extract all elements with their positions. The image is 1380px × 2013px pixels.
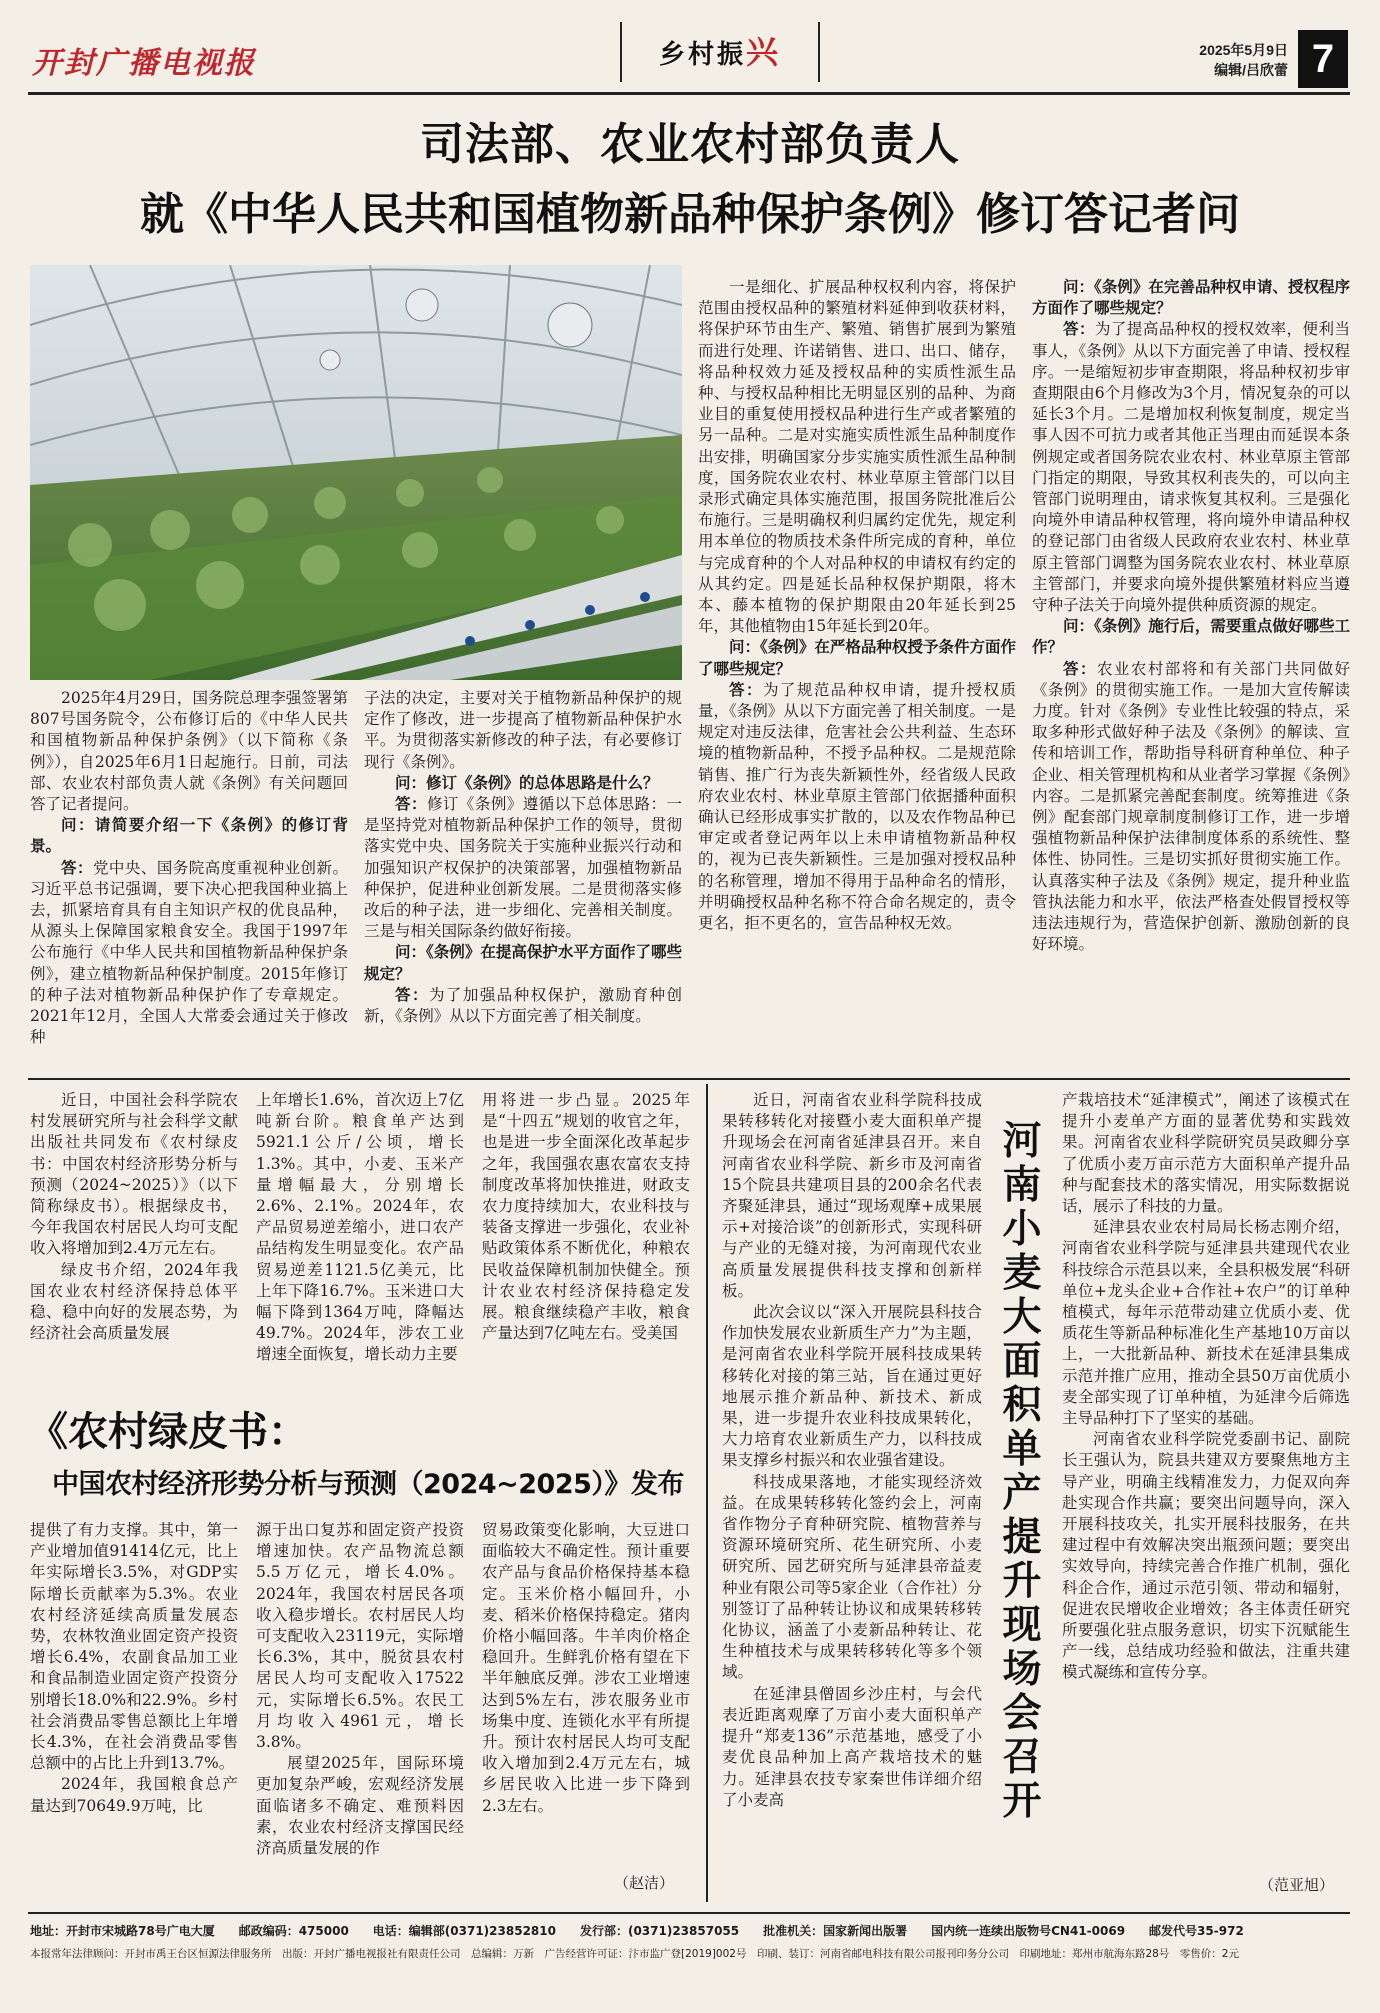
article2-top-column-2 <box>256 1090 464 1392</box>
header-rule <box>28 92 1350 95</box>
article1-divider <box>28 1078 1350 1080</box>
body-paragraph: 延津县农业农村局局长杨志刚介绍，河南省农业科学院与延津县共建现代农业科技综合示范县以来，全县积极发展“科研单位+龙头企业+合作社+农户”的订单种植模式，每年示范带动建立优质小麦、优质花生等新品种标准化生产基地10万亩以上，一大批新品种、新技术在延津县集成示范并推广应用，推动全县50万亩优质小麦全部实现了订单种植，为延津今后筛选主导品种打下了坚实的基础。 <box>1062 1218 1350 1428</box>
body-paragraph: 一是细化、扩展品种权权利内容，将保护范围由授权品种的繁殖材料延伸到收获材料，将保护环节由生产、繁殖、销售扩展到为繁殖而进行处理、许诺销售、进口、出口、储存，将品种权效力延及授权品种的实质性派生品种、与授权品种相比无明显区别的品种、为商业目的重复使用授权品种进行生产或者繁殖的另一品种。二是对实施实质性派生品种制度作出安排，明确国家分步实施实质性派生品种制度，国务院农业农村、林业草原主管部门以目录形式确定具体实施范围，报国务院批准后公布施行。三是明确权利归属约定优先，规定利用本单位的物质技术条件所完成的育种，单位与完成育种的个人对品种权的申请权有约定的从其约定。四是延长品种权保护期限，将木本、藤本植物的保护期限由20年延长到25年，其他植物由15年延长到20年。 <box>698 278 1016 636</box>
answer-paragraph: 答：农业农村部将和有关部门共同做好《条例》的贯彻实施工作。一是加大宣传解读力度。针对《条例》专业性比较强的特点，采取多种形式做好种子法及《条例》的解读、宣传和培训工作，帮助指导科研育种单位、种子企业、相关管理机构和从业者学习掌握《条例》内容。二是抓紧完善配套制度。统筹推进《条例》配套部门规章制度制修订工作，进一步增强植物新品种保护法律制度体系的系统性、整体性、协同性。三是切实抓好贯彻实施工作。认真落实种子法及《条例》规定，提升种业监管执法能力和水平，依法严格查处假冒授权等违法违规行为，营造保护创新、激励创新的良好环境。 <box>1032 659 1350 954</box>
answer-paragraph: 答：为了加强品种权保护，激励育种创新，《条例》从以下方面完善了相关制度。 <box>364 985 682 1026</box>
body-paragraph: 贸易政策变化影响，大豆进口面临较大不确定性。预计重要农产品与食品价格保持基本稳定。玉米价格小幅回升，小麦、稻米价格保持稳定。猪肉价格小幅回落。牛羊肉价格企稳回升。生鲜乳价格有望在下半年触底反弹。涉农工业增速达到5%左右，涉农服务业市场集中度、连锁化水平有所提升。预计农村居民人均可支配收入增加到2.4万元左右，城乡居民收入比进一步下降到2.3左右。 <box>482 1521 690 1815</box>
question-paragraph: 问：《条例》在提高保护水平方面作了哪些规定？ <box>364 943 682 983</box>
body-paragraph: 上年增长1.6%，首次迈上7亿吨新台阶。粮食单产达到5921.1公斤/公顷，增长1.3%。其中，小麦、玉米产量增幅最大，分别增长2.6%、2.1%。2024年，农产品贸易逆差缩小，进口农产品结构发生明显变化。农产品贸易逆差1121.5亿美元，比上年下降16.7%。玉米进口大幅下降到1364万吨，降幅达49.7%。2024年，涉农工业增速全面恢复，增长动力主要 <box>256 1091 464 1364</box>
article2-bottom-column-2 <box>256 1520 464 1895</box>
issue-date: 2025年5月9日 <box>1199 42 1288 58</box>
footer-rule <box>28 1912 1350 1914</box>
page-number: 7 <box>1298 30 1348 88</box>
title-character: 小 <box>1002 1207 1042 1252</box>
page-editor: 编辑/吕欣蕾 <box>1214 62 1288 78</box>
body-paragraph: 子法的决定，主要对关于植物新品种保护的规定作了修改，进一步提高了植物新品种保护水平。为贯彻落实新修改的种子法，有必要修订现行《条例》。 <box>364 689 682 771</box>
body-paragraph: 提供了有力支撑。其中，第一产业增加值91414亿元，比上年实际增长3.5%，对GDP实际增长贡献率为5.3%。农业农村经济延续高质量发展态势，农林牧渔业固定资产投资增长6.4%，农副食品加工业和食品制造业固定资产投资分别增长18.0%和22.9%。乡村社会消费品零售总额比上年增长4.3%，在社会消费品零售总额中的占比上升到13.7%。 <box>30 1521 238 1773</box>
body-paragraph: 产栽培技术“延津模式”，阐述了该模式在提升小麦单产方面的显著优势和实践效果。河南省农业科学院研究员吴政卿分享了优质小麦万亩示范方大面积单产提升品种与配套技术的落实情况，用实际数据说话，展示了科技的力量。 <box>1062 1091 1350 1216</box>
article1-column-1 <box>30 688 348 1068</box>
section-title: 乡村振兴 <box>658 33 782 71</box>
title-character: 升 <box>1002 1559 1042 1604</box>
body-paragraph: 源于出口复苏和固定资产投资增速加快。农产品物流总额5.5万亿元，增长4.0%。2024年，我国农村居民各项收入稳步增长。农村居民人均可支配收入23119元，实际增长6.3%，其中，脱贫县农村居民人均可支配收入17522元，实际增长6.5%。农民工月均收入4961元，增长3.8%。 <box>256 1521 464 1752</box>
title-character: 召 <box>1002 1735 1042 1780</box>
article3-byline: （范亚旭） <box>1258 1876 1334 1894</box>
title-character: 开 <box>1002 1779 1042 1824</box>
body-paragraph: 绿皮书介绍，2024年我国农业农村经济保持总体平稳、稳中向好的发展态势，为经济社会高质量发展 <box>30 1260 238 1343</box>
vertical-divider <box>706 1084 708 1902</box>
article1-column-4 <box>1032 277 1350 1069</box>
title-character: 会 <box>1002 1691 1042 1736</box>
body-paragraph: 2025年4月29日，国务院总理李强签署第807号国务院令，公布修订后的《中华人民共和国植物新品种保护条例》（以下简称《条例》），自2025年6月1日起施行。日前，司法部、农业农村部负责人就《条例》有关问题回答了记者提问。 <box>30 689 348 814</box>
article3-title-vertical <box>992 1120 1052 1840</box>
body-paragraph: 科技成果落地，才能实现经济效益。在成果转移转化签约会上，河南省作物分子育种研究院、植物营养与资源环境研究所、花生研究所、小麦研究所、园艺研究所与延津县帝益麦种业有限公司等5家企业（合作社）分别签订了品种转让协议和成果转移转化协议，涵盖了小麦新品种转让、花生种植技术与成果转移转化等多个领域。 <box>722 1472 982 1682</box>
question-paragraph: 问：修订《条例》的总体思路是什么？ <box>395 773 659 792</box>
body-paragraph: 用将进一步凸显。2025年是“十四五”规划的收官之年，也是进一步全面深化改革起步之年，我国强农惠农富农支持制度改革将加快推进，财政支农力度持续加大，农业科技与装备支撑进一步强化，农业补贴政策体系不断优化，种粮农民收益保障机制加快健全。预计农业农村经济保持稳定发展。粮食继续稳产丰收，粮食产量达到7亿吨左右。受美国 <box>482 1091 690 1343</box>
body-paragraph: 2024年，我国粮食总产量达到70649.9万吨，比 <box>30 1775 238 1815</box>
footer-line-2: 本报常年法律顾问：开封市禹王台区恒源法律服务所 出版：开封广播电视报社有限责任公司 总编辑：万新 广告经营许可证：汴市监广登[2019]002号 印刷、装订：河南省邮电科技有限公司报刊印务分公司 印刷地址：郑州市航海东路28号 零售价：2元 <box>30 1948 1239 1960</box>
title-character: 提 <box>1002 1515 1042 1560</box>
article3-column-2 <box>1062 1090 1350 1872</box>
title-character: 南 <box>1002 1163 1042 1208</box>
article2-title-line2: 中国农村经济形势分析与预测（2024~2025）》发布 <box>52 1469 684 1500</box>
section-banner <box>620 22 820 82</box>
answer-paragraph: 答：为了规范品种权申请，提升授权质量，《条例》从以下方面完善了相关制度。一是规定对违反法律，危害社会公共利益、生态环境的植物新品种，不授予品种权。二是规范除销售、推广行为丧失新颖性外，经省级人民政府农业农村、林业草原主管部门依据播种面积确认已经形成事实扩散的，以及农作物品种已审定或者登记两年以上未申请植物新品种权的，视为已丧失新颖性。三是加强对授权品种的名称管理，增加不得用于品种命名的情形，并明确授权品种名称不符合命名规定的，责令更名，拒不更名的，宣告品种权无效。 <box>698 680 1016 933</box>
body-paragraph: 在延津县僧固乡沙庄村，与会代表近距离观摩了万亩小麦大面积单产提升“郑麦136”示范基地，感受了小麦优良品种加上高产栽培技术的魅力。延津县农技专家秦世伟详细介绍了小麦高 <box>722 1684 982 1809</box>
body-paragraph: 河南省农业科学院党委副书记、副院长王强认为，院县共建双方要聚焦地方主导产业，明确主线精准发力，力促双向奔赴实现合作共赢；要突出问题导向，深入开展科技攻关，扎实开展科技服务，在共建过程中有效解决突出瓶颈问题；要突出实效导向，持续完善合作推广机制，强化科企合作，通过示范引领、带动和辐射，促进农民增收企业增效；各主体责任研究所要强化驻点服务意识，切实下沉赋能生产一线，总结成功经验和做法，注重共建模式凝练和宣传分享。 <box>1062 1430 1350 1682</box>
title-character: 河 <box>1002 1119 1042 1164</box>
greenhouse-photo <box>30 265 682 680</box>
article2-bottom-column-3 <box>482 1520 690 1870</box>
body-paragraph: 近日，河南省农业科学院科技成果转移转化对接暨小麦大面积单产提升现场会在河南省延津县召开。来自河南省农业科学院、新乡市及河南省15个院县共建项目县的200余名代表齐聚延津县，通过“现场观摩+成果展示+对接洽谈”的创新形式，实现科研与产业的无缝对接，为河南现代农业高质量发展提供科技支撑和创新样板。 <box>722 1091 982 1300</box>
title-character: 单 <box>1002 1427 1042 1472</box>
body-paragraph: 展望2025年，国际环境更加复杂严峻，宏观经济发展面临诸多不确定、难预料因素，农业农村经济支撑国民经济高质量发展的作 <box>256 1754 464 1858</box>
article2-title-line1: 《农村绿皮书： <box>28 1408 308 1455</box>
footer-line-1: 地址：开封市宋城路78号广电大厦 邮政编码：475000 电话：编辑部(0371)23852810 发行部：(0371)23857055 批准机关：国家新闻出版署 国内统一连续出版物号CN41-0069 邮发代号35-972 <box>30 1924 1244 1938</box>
article3-column-1 <box>722 1090 982 1898</box>
question-paragraph: 问：《条例》在完善品种权申请、授权程序方面作了哪些规定？ <box>1032 278 1350 318</box>
title-character: 现 <box>1002 1603 1042 1648</box>
title-character: 麦 <box>1002 1251 1042 1296</box>
article2-top-column-3 <box>482 1090 690 1392</box>
section-title-accent: 兴 <box>746 33 782 71</box>
article1-title-line1: 司法部、农业农村部负责人 <box>420 119 960 170</box>
article2-top-column-1 <box>30 1090 238 1392</box>
article1-title-line2: 就《中华人民共和国植物新品种保护条例》修订答记者问 <box>140 189 1240 240</box>
article1-column-2 <box>364 688 682 1068</box>
article2-byline: （赵洁） <box>613 1874 674 1892</box>
article1-column-3 <box>698 277 1016 1069</box>
title-character: 场 <box>1002 1647 1042 1692</box>
title-character: 面 <box>1002 1339 1042 1384</box>
article2-bottom-column-1 <box>30 1520 238 1895</box>
answer-paragraph: 答：修订《条例》遵循以下总体思路：一是坚持党对植物新品种保护工作的领导，贯彻落实党中央、国务院关于实施种业振兴行动和加强知识产权保护的决策部署，加强植物新品种保护，促进种业创新发展。二是贯彻落实修改后的种子法，进一步细化、完善相关制度。三是与相关国际条约做好衔接。 <box>364 795 682 941</box>
masthead-logo: 开封广播电视报 <box>32 46 256 81</box>
answer-paragraph: 答：党中央、国务院高度重视种业创新。习近平总书记强调，要下决心把我国种业搞上去，抓紧培育具有自主知识产权的优良品种，从源头上保障国家粮食安全。我国于1997年公布施行《中华人民共和国植物新品种保护条例》，建立植物新品种保护制度。2015年修订的种子法对植物新品种保护作了专章规定。2021年12月，全国人大常委会通过关于修改种 <box>30 858 348 1047</box>
title-character: 产 <box>1002 1471 1042 1516</box>
answer-paragraph: 答：为了提高品种权的授权效率，便利当事人，《条例》从以下方面完善了申请、授权程序。一是缩短初步审查期限，将品种权初步审查期限由6个月修改为3个月，情况复杂的可以延长3个月。二是增加权利恢复制度，规定当事人因不可抗力或者其他正当理由而延误本条例规定或者国务院农业农村、林业草原主管部门指定的期限，导致其权利丧失的，可以向主管部门说明理由，请求恢复其权利。三是强化向境外申请品种权管理，将向境外申请品种权的登记部门由省级人民政府农业农村、林业草原主管部门调整为国务院农业农村、林业草原主管部门，并要求向境外提供繁殖材料应当遵守种子法关于向境外提供种质资源的规定。 <box>1032 320 1350 615</box>
body-paragraph: 近日，中国社会科学院农村发展研究所与社会科学文献出版社共同发布《农村绿皮书：中国农村经济形势分析与预测（2024~2025）》（以下简称绿皮书）。根据绿皮书，今年我国农村居民人均可支配收入将增加到2.4万元左右。 <box>30 1091 238 1258</box>
title-character: 积 <box>1002 1383 1042 1428</box>
body-paragraph: 此次会议以“深入开展院县科技合作加快发展农业新质生产力”为主题，是河南省农业科学院开展科技成果转移转化对接的第三站，旨在通过更好地展示推介新品种、新技术、新成果，进一步提升农业科技成果转化，大力培育农业新质生产力，以科技成果支撑乡村振兴和农业强省建设。 <box>722 1303 982 1470</box>
question-paragraph: 问：《条例》施行后，需要重点做好哪些工作？ <box>1032 617 1350 657</box>
question-paragraph: 问：请简要介绍一下《条例》的修订背景。 <box>30 816 348 856</box>
question-paragraph: 问：《条例》在严格品种权授予条件方面作了哪些规定？ <box>698 638 1016 678</box>
title-character: 大 <box>1002 1295 1042 1340</box>
